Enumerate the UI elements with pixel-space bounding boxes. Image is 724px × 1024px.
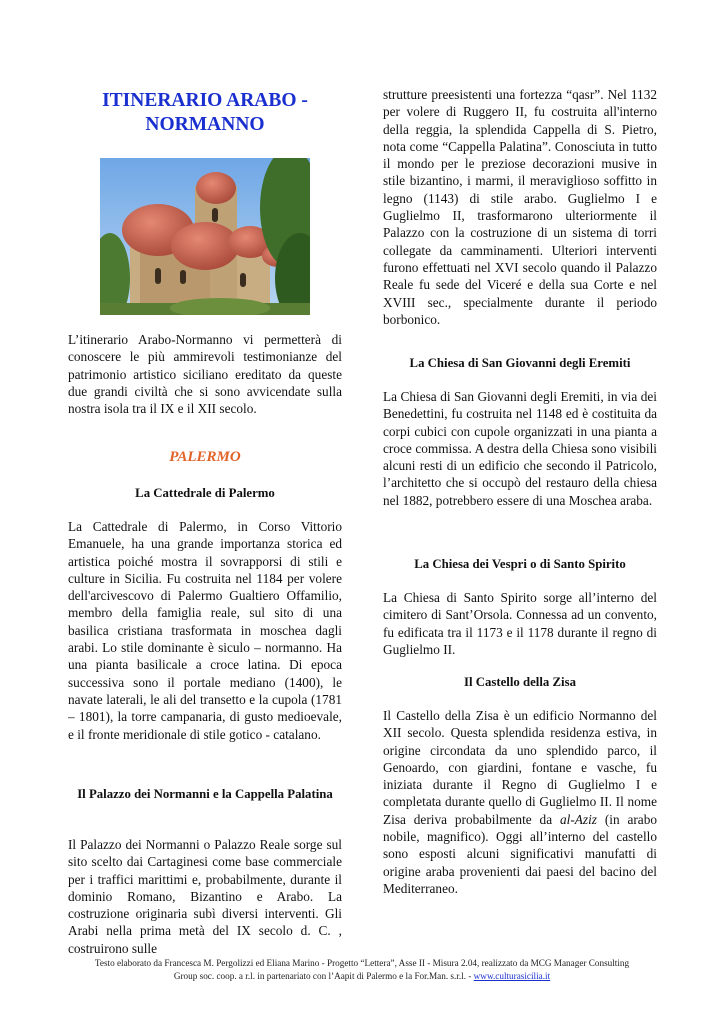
section-heading-palazzo: Il Palazzo dei Normanni e la Cappella Palatina (77, 787, 333, 801)
footer (40, 957, 684, 983)
section-text-eremiti: La Chiesa di San Giovanni degli Eremiti, in via dei Benedettini, fu costruita nel 1148 ed è costituita da corpi cubici con cupole organizzati in una pianta a croce commissa. A destra della Chiesa sono visibili alcuni resti di un edificio che secondo il Patricolo, l’architetto che si occupò del restauro della chiesa nel 1882, potrebbero essere di una Moschea araba. (383, 389, 657, 508)
section-text-palazzo-part1: Il Palazzo dei Normanni o Palazzo Reale sorge sul sito scelto dai Cartaginesi come base commerciale per i traffici marittimi e, probabilmente, durante il dominio Romano, Bizantino e Arabo. La costruzione originaria subì diversi interventi. Gli Arabi nella prima metà del IX secolo d. C. , costruirono sulle (68, 837, 342, 956)
section-heading-vespri: La Chiesa dei Vespri o di Santo Spirito (414, 557, 626, 571)
zisa-text-italic: al-Aziz (560, 811, 597, 827)
zisa-text-before: Il Castello della Zisa è un edificio Normanno del XII secolo. Questa splendida residenza estiva, in origine circondata da uno splendido parco, il Genoardo, con giardini, fontane e vasche, fu iniziata durante il Regno di Guglielmo I e completata durante quello di Guglielmo II. Il nome Zisa deriva probabilmente da (383, 708, 657, 827)
footer-line-1: Testo elaborato da Francesca M. Pergolizzi ed Eliana Marino - Progetto “Lettera”, Asse II - Misura 2.04, realizzato da MCG Manager Consulting (94, 958, 630, 968)
section-text-cattedrale: La Cattedrale di Palermo, in Corso Vittorio Emanuele, ha una grande importanza storica ed artistica poiché mostra il sovrapporsi di stili e culture in Sicilia. Fu costruita nel 1184 per volere dell'arcivescovo di Palermo Gualtiero Offamilio, membro della famiglia reale, sul sito di una basilica cristiana trasformata in moschea dagli arabi. Lo stile dominante è siculo – normanno. Ha una pianta basilicale a croce latina. Di epoca successiva sono il portale mediano (1400), le navate laterali, le ali del transetto e la cupola (1781 – 1801), la torre campanaria, di gusto medioevale, e il fronte meridionale di stile gotico - catalano. (68, 519, 342, 742)
page-title: ITINERARIO ARABO - NORMANNO (102, 90, 308, 135)
section-text-zisa (383, 707, 657, 897)
section-heading-zisa: Il Castello della Zisa (464, 675, 576, 689)
section-text-vespri: La Chiesa di Santo Spirito sorge all’interno del cimitero di Sant’Orsola. Connessa ad un convento, fu edificata tra il 1173 e il 1178 durante il regno di Guglielmo II. (383, 590, 657, 657)
intro-paragraph: L’itinerario Arabo-Normanno vi permetterà di conoscere le più ammirevoli testimonianze del patrimonio artistico siciliano ereditato da queste due grandi civiltà che si sono avvicendate sulla nostra isola tra il IX e il XII secolo. (68, 332, 342, 417)
church-photo (100, 158, 310, 315)
city-heading: PALERMO (169, 449, 241, 465)
footer-line-2-text: Group soc. coop. a r.l. in partenariato con l’Aapit di Palermo e la For.Man. s.r.l. - (173, 971, 474, 981)
section-text-palazzo-part2: strutture preesistenti una fortezza “qasr”. Nel 1132 per volere di Ruggero II, fu costruita all'interno della reggia, la splendida Cappella di S. Pietro, nota come “Cappella Palatina”. Conosciuta in tutto il mondo per le preziose decorazioni musive in stile bizantino, i marmi, il meraviglioso soffitto in legno (1143) di stile arabo. Guglielmo I e Guglielmo II, trasformarono ulteriormente il Palazzo con la costruzione di un sistema di torri collegate da camminamenti. Ulteriori interventi furono effettuati nel XVI secolo quando il Palazzo Reale fu sede del Viceré e della sua Corte e nel XVIII sec., specialmente durante il periodo borbonico. (383, 87, 657, 327)
zisa-text-after: (in arabo nobile, magnifico). Oggi all’interno del castello sono esposti alcuni significativi manufatti di origine araba provenienti dai paesi del bacino del Mediterraneo. (383, 811, 657, 896)
website-link[interactable]: www.culturasicilia.it (473, 971, 551, 981)
section-heading-eremiti: La Chiesa di San Giovanni degli Eremiti (409, 356, 631, 370)
footer-line-2 (40, 970, 684, 983)
section-heading-cattedrale: La Cattedrale di Palermo (135, 486, 275, 500)
